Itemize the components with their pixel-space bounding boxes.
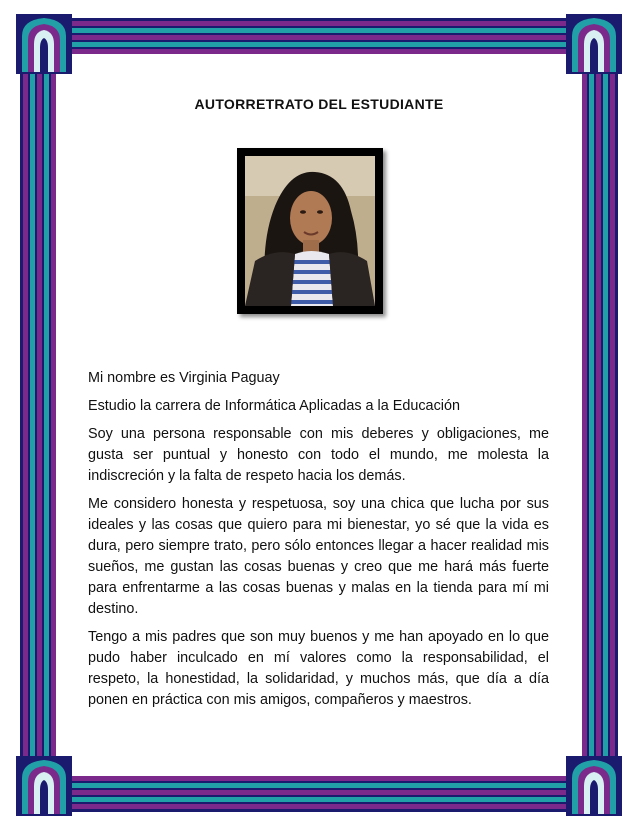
corner-arch-icon xyxy=(16,14,72,74)
paragraph-name: Mi nombre es Virginia Paguay xyxy=(88,370,280,386)
border-top xyxy=(22,18,616,54)
border-right xyxy=(582,22,618,808)
paragraph-studies: Estudio la carrera de Informática Aplicadas a la Educación xyxy=(88,398,460,414)
page-title: AUTORRETRATO DEL ESTUDIANTE xyxy=(194,96,444,112)
paragraph-values: Me considero honesta y respetuosa, soy una chica que lucha por sus ideales y las cosas que quiero para mi bienestar, yo sé que la vida es dura, pero siempre trato, pero sólo entonces llegar a hacer realidad mis sueños, me gustan las cosas buenas y creo que me hará más fuerte para enfrentarme a las cosas buenas y malas en la tienda para mí mi destino. xyxy=(88,496,549,617)
student-portrait-photo xyxy=(245,156,375,306)
border-bottom xyxy=(22,776,616,812)
corner-arch-icon xyxy=(566,14,622,74)
document-body xyxy=(88,368,549,718)
border-left xyxy=(20,22,56,808)
corner-arch-icon xyxy=(16,756,72,816)
corner-arch-icon xyxy=(566,756,622,816)
paragraph-family: Tengo a mis padres que son muy buenos y me han apoyado en lo que pudo haber inculcado en mí valores como la responsabilidad, el respeto, la honestidad, la solidaridad, y muchos más, que día a día ponen en práctica con mis amigos, compañeros y maestros. xyxy=(88,629,549,708)
paragraph-personality: Soy una persona responsable con mis deberes y obligaciones, me gusta ser puntual y honesto con todo el mundo, me molesta la indiscreción y la falta de respeto hacia los demás. xyxy=(88,426,549,484)
photo-frame xyxy=(237,148,383,314)
